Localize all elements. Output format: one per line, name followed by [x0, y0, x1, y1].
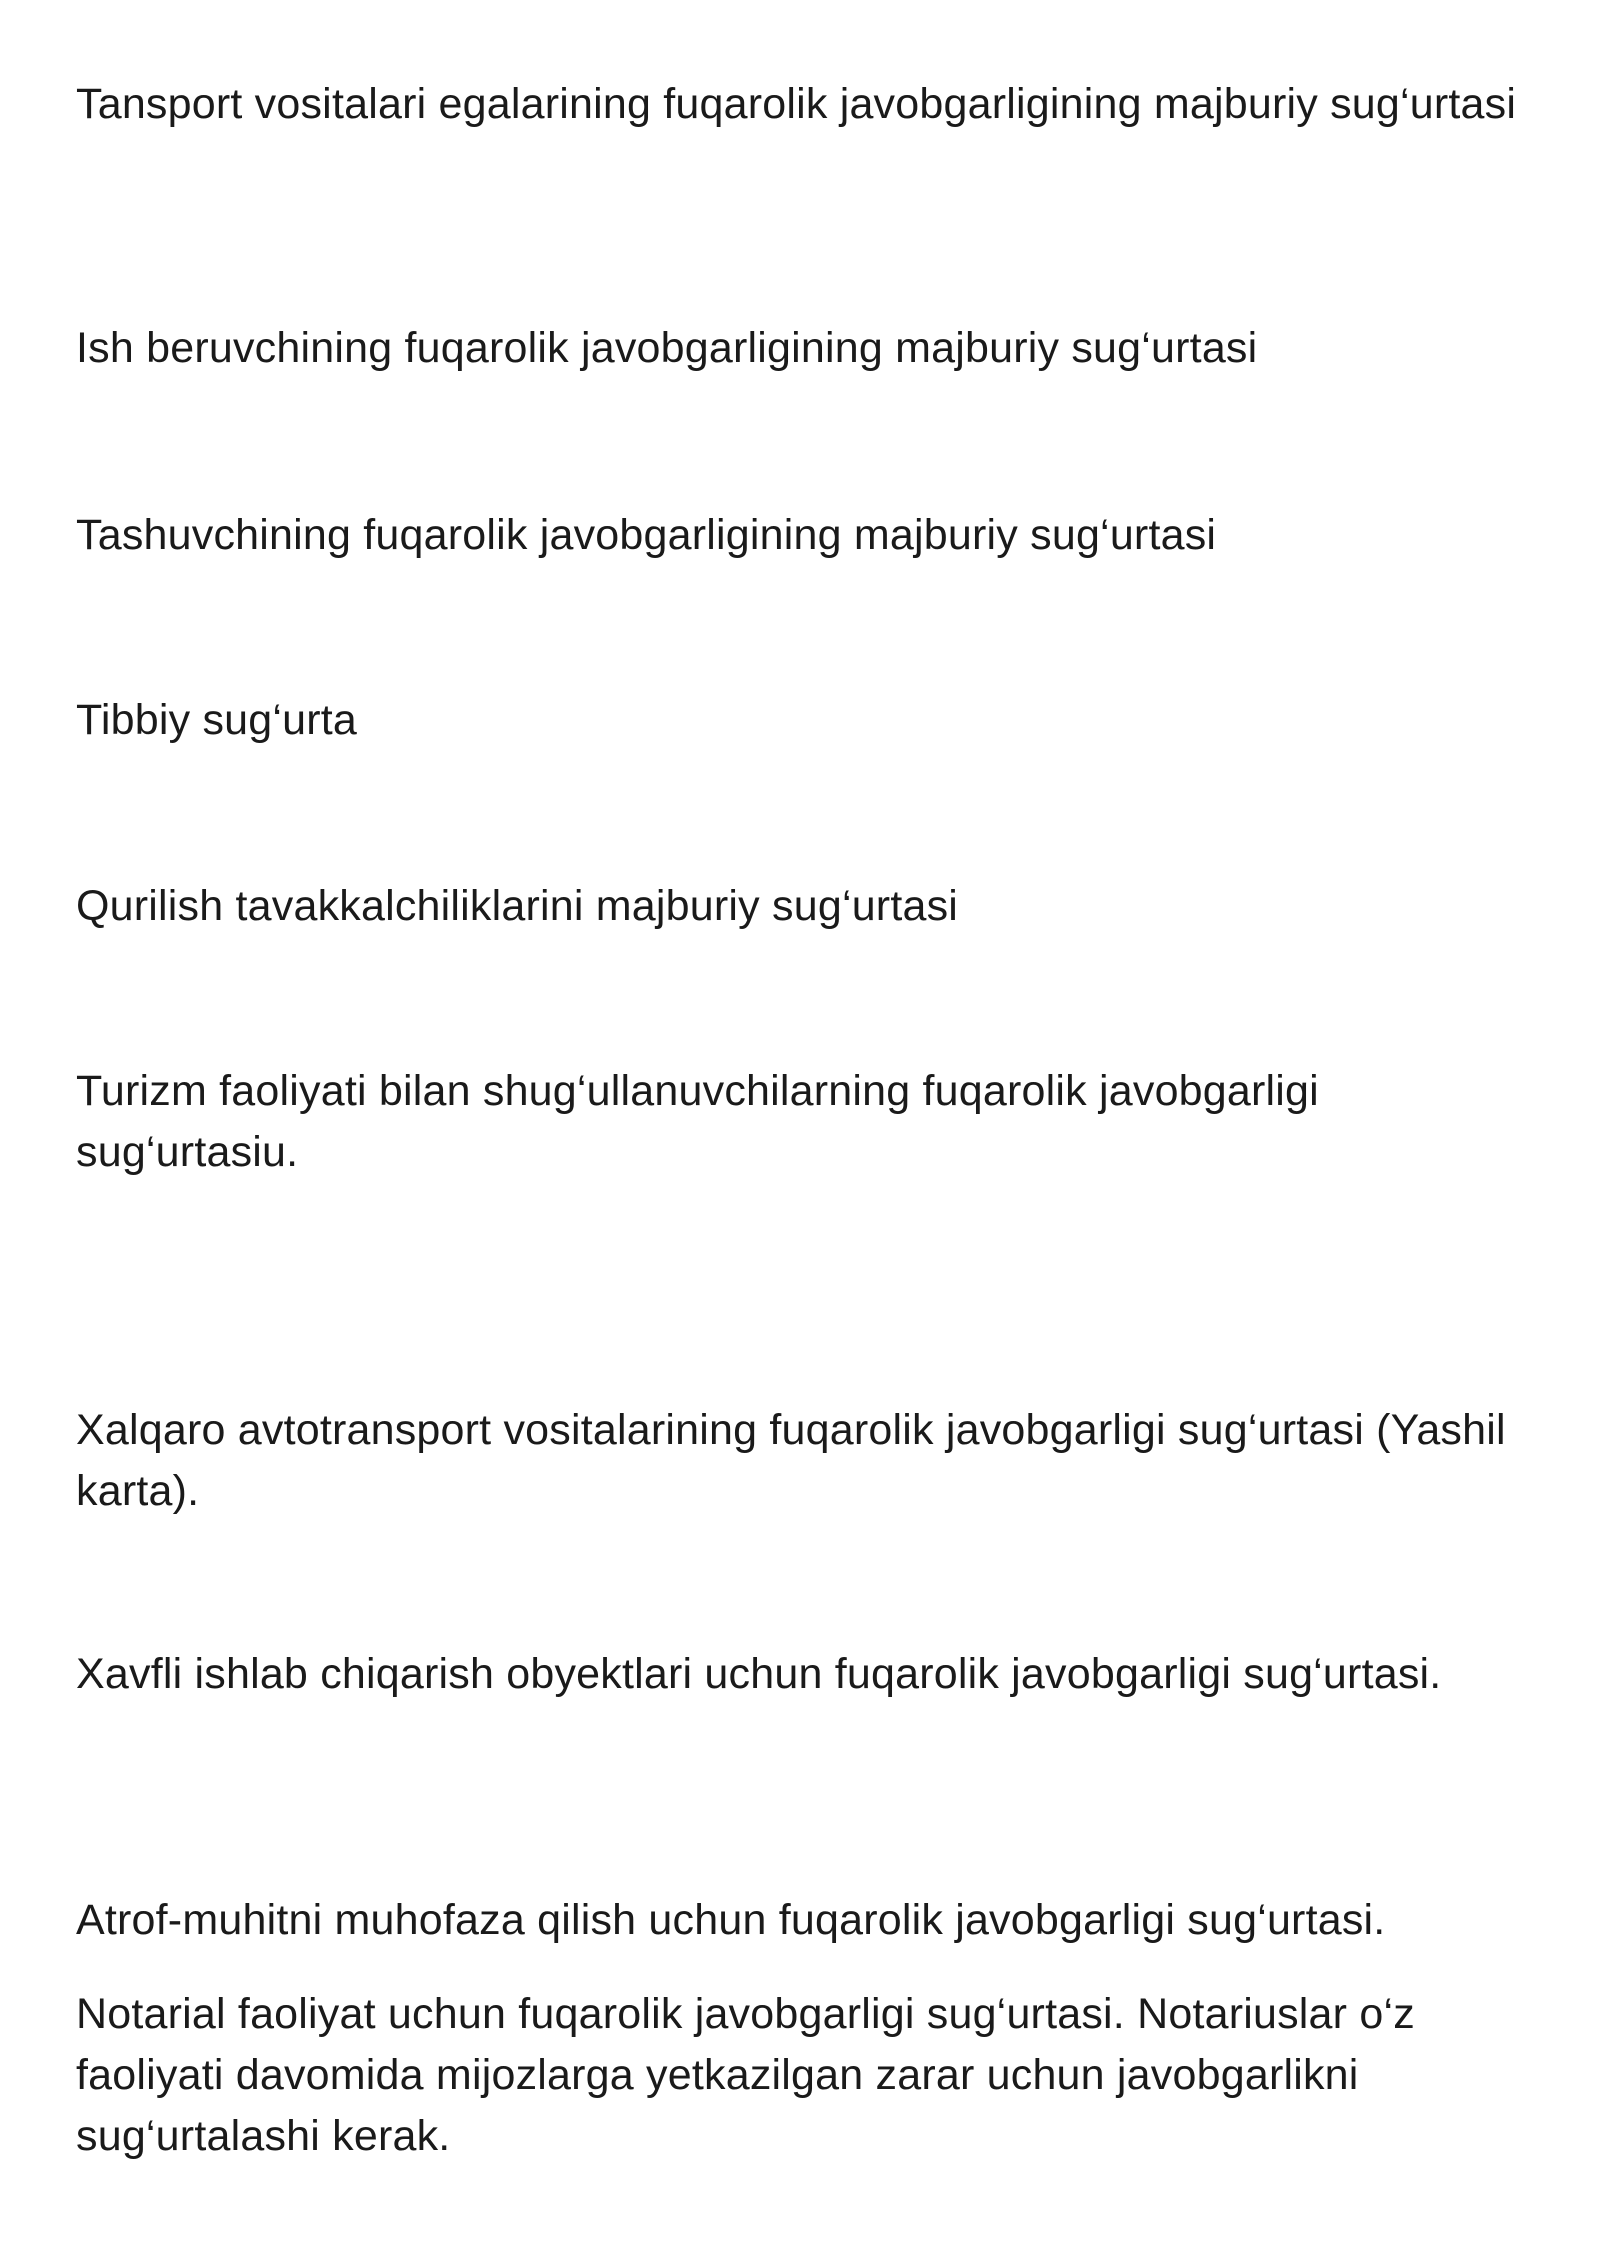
- paragraph-environmental-insurance: Atrof-muhitni muhofaza qilish uchun fuqarolik javobgarligi sug‘urtasi.: [76, 1896, 1386, 1944]
- paragraph-transport-insurance: Tansport vositalari egalarining fuqarolik javobgarligining majburiy sug‘urtasi: [76, 80, 1517, 128]
- paragraph-employer-insurance: Ish beruvchining fuqarolik javobgarligining majburiy sug‘urtasi: [76, 324, 1258, 372]
- paragraph-tourism-insurance: Turizm faoliyati bilan shug‘ullanuvchilarning fuqarolik javobgarligi sug‘urtasiu.: [76, 1067, 1319, 1176]
- paragraph-medical-insurance: Tibbiy sug‘urta: [76, 696, 358, 744]
- paragraph-notarial-insurance: Notarial faoliyat uchun fuqarolik javobgarligi sug‘urtasi. Notariuslar o‘z faoliyati davomida mijozlarga yetkazilgan zarar uchun javobgarlikni sug‘urtalashi kerak.: [76, 1990, 1415, 2160]
- paragraph-construction-insurance: Qurilish tavakkalchiliklarini majburiy sug‘urtasi: [76, 882, 959, 930]
- paragraph-green-card-insurance: Xalqaro avtotransport vositalarining fuqarolik javobgarligi sug‘urtasi (Yashil karta).: [76, 1406, 1506, 1515]
- paragraph-carrier-insurance: Tashuvchining fuqarolik javobgarligining majburiy sug‘urtasi: [76, 511, 1217, 559]
- paragraph-hazardous-facilities: Xavfli ishlab chiqarish obyektlari uchun fuqarolik javobgarligi sug‘urtasi.: [76, 1650, 1442, 1698]
